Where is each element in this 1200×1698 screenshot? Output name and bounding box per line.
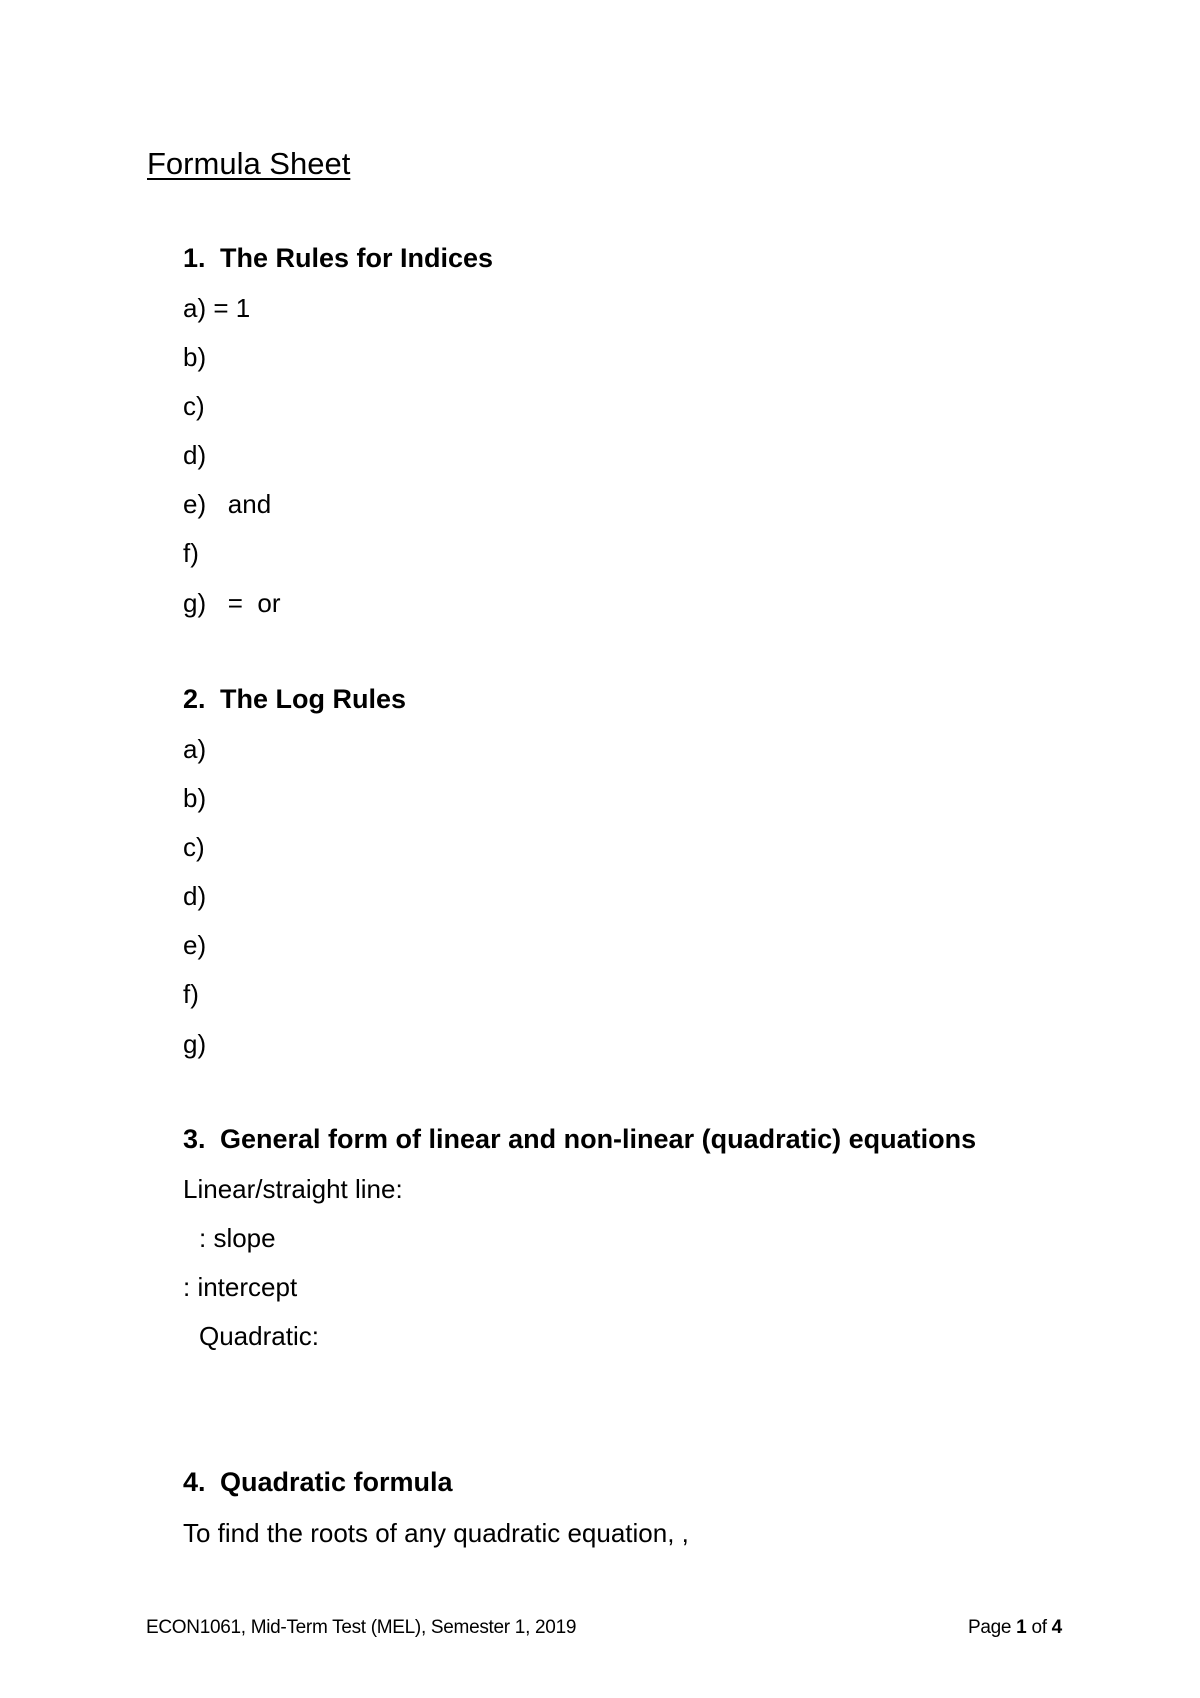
section-number: 2.	[183, 684, 206, 714]
list-item: c)	[183, 391, 205, 421]
list-item: d)	[183, 881, 207, 911]
list-item: a)	[183, 734, 207, 764]
section-heading-quadratic-formula	[183, 1467, 453, 1498]
text-line: : intercept	[183, 1272, 298, 1302]
list-item: a) = 1	[183, 293, 251, 323]
list-item: e)	[183, 930, 207, 960]
section-title: General form of linear and non-linear (quadratic) equations	[220, 1124, 977, 1154]
section-number: 1.	[183, 243, 206, 273]
text-line: Quadratic:	[199, 1321, 319, 1351]
footer-page-number	[968, 1617, 1062, 1639]
section-title: The Log Rules	[220, 684, 407, 714]
list-item: e) and	[183, 489, 272, 519]
text-line: To find the roots of any quadratic equation, ,	[183, 1518, 689, 1548]
list-item: b)	[183, 783, 207, 813]
section-heading-log-rules	[183, 684, 406, 715]
page-current: 1	[1016, 1617, 1027, 1638]
section-number: 4.	[183, 1467, 206, 1497]
text-line: Linear/straight line:	[183, 1174, 403, 1204]
section-title: Quadratic formula	[220, 1467, 453, 1497]
page-total: 4	[1051, 1617, 1062, 1638]
section-title: The Rules for Indices	[220, 243, 494, 273]
page-title: Formula Sheet	[147, 146, 351, 181]
list-item: f)	[183, 979, 199, 1009]
section-heading-indices	[183, 243, 493, 274]
list-item: g) = or	[183, 588, 281, 618]
footer-course-info: ECON1061, Mid-Term Test (MEL), Semester 1, 2019	[146, 1617, 577, 1638]
list-item: c)	[183, 832, 205, 862]
list-item: g)	[183, 1029, 207, 1059]
page-label: Page	[968, 1617, 1012, 1638]
text-line: : slope	[199, 1223, 276, 1253]
list-item: f)	[183, 538, 199, 568]
section-heading-general-form	[183, 1124, 976, 1155]
list-item: d)	[183, 440, 207, 470]
list-item: b)	[183, 342, 207, 372]
section-number: 3.	[183, 1124, 206, 1154]
page-of: of	[1031, 1617, 1047, 1638]
